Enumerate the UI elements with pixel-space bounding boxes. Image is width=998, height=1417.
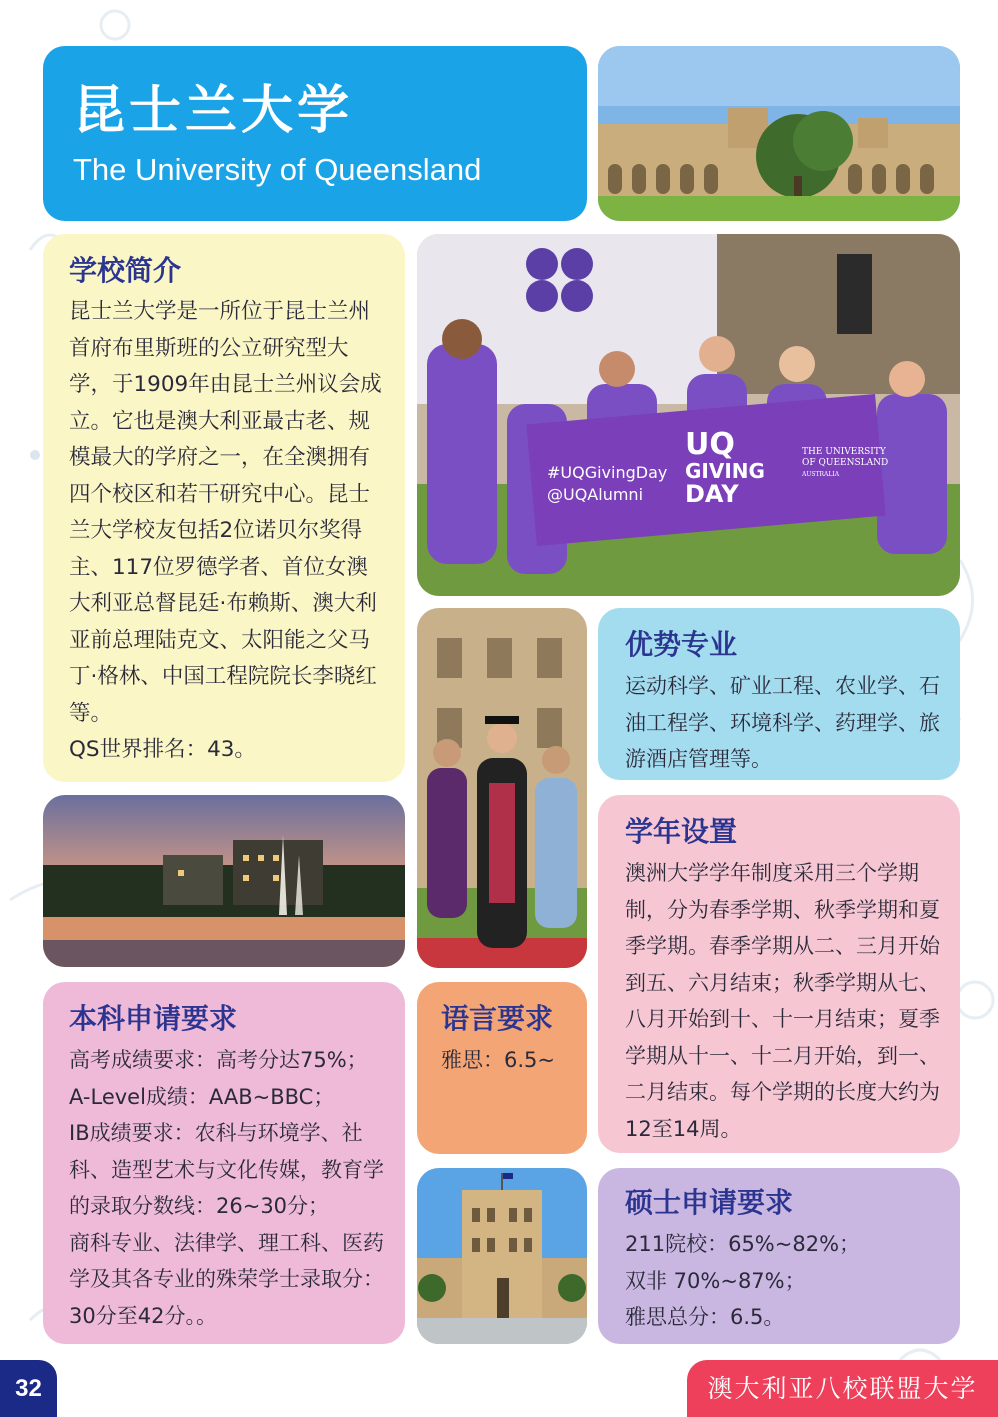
university-name-cn: 昆士兰大学 [73, 81, 354, 141]
banner-uni-line2: OF QUEENSLAND [802, 458, 889, 468]
banner-logo-uq: UQ [685, 427, 735, 462]
undergrad-honours: 商科专业、法律学、理工科、医药学及其各专业的殊荣学士录取分：30分至42分。。 [69, 1230, 384, 1328]
master-requirements-card [598, 1168, 960, 1344]
advantage-card [598, 608, 960, 780]
master-ielts: 雅思总分：6.5。 [625, 1305, 785, 1329]
intro-card [43, 234, 405, 782]
university-name-en: The University of Queensland [73, 152, 482, 187]
title-card [43, 46, 587, 221]
language-ielts: 雅思：6.5~ [441, 1048, 555, 1072]
tower-building-photo [417, 1168, 587, 1344]
undergrad-alevel: A-Level成绩：AAB~BBC； [69, 1084, 335, 1109]
advantage-heading: 优势专业 [625, 628, 738, 661]
academic-year-heading: 学年设置 [625, 815, 738, 848]
advantage-body: 运动科学、矿业工程、农业学、石油工程学、环境科学、药理学、旅游酒店管理等。 [625, 674, 940, 771]
undergrad-requirements-card [43, 982, 405, 1344]
banner-logo-giving: GIVING [685, 459, 765, 483]
master-non-211: 双非 70%~87%； [625, 1268, 806, 1293]
banner-handle: @UQAlumni [547, 485, 644, 504]
banner-logo-day: DAY [685, 480, 739, 508]
banner-uni-line1: THE UNIVERSITY [802, 447, 886, 457]
graduation-photo [417, 608, 587, 968]
giving-day-photo [417, 234, 960, 596]
banner-hashtag: #UQGivingDay [547, 463, 668, 482]
master-211: 211院校：65%~82%； [625, 1232, 861, 1256]
intro-heading: 学校简介 [69, 254, 182, 287]
qs-ranking: QS世界排名：43。 [69, 737, 256, 762]
language-heading: 语言要求 [441, 1002, 554, 1035]
banner-uni-line3: AUSTRALIA [802, 471, 840, 478]
lake-sunset-photo [43, 795, 405, 967]
footer-series-label: 澳大利亚八校联盟大学 [687, 1360, 998, 1417]
master-heading: 硕士申请要求 [625, 1186, 794, 1219]
campus-building-photo [598, 46, 960, 221]
undergrad-heading: 本科申请要求 [69, 1002, 238, 1035]
academic-year-body: 澳洲大学学年制度采用三个学期制，分为春季学期、秋季学期和夏季学期。春季学期从二、三月开始到五、六月结束；秋季学期从七、八月开始到十、十一月结束；夏季学期从十一、十二月开始，到一、二月结束。每个学期的长度大约为12至14周。 [625, 861, 940, 1141]
page-number: 32 [0, 1360, 57, 1417]
intro-body: 昆士兰大学是一所位于昆士兰州首府布里斯班的公立研究型大学，于1909年由昆士兰州议会成立。它也是澳大利亚最古老、规模最大的学府之一，在全澳拥有四个校区和若干研究中心。昆士兰大学校友包括2位诺贝尔奖得主、117位罗德学者、首位女澳大利亚总督昆廷·布赖斯、澳大利亚前总理陆克文、太阳能之父马丁·格林、中国工程院院长李晓红等。 [69, 299, 382, 726]
academic-year-card [598, 795, 960, 1153]
undergrad-gaokao: 高考成绩要求：高考分达75%； [69, 1048, 368, 1072]
undergrad-ib: IB成绩要求：农科与环境学、社科、造型艺术与文化传媒，教育学的录取分数线：26~30分； [69, 1121, 384, 1218]
language-requirements-card [417, 982, 587, 1154]
